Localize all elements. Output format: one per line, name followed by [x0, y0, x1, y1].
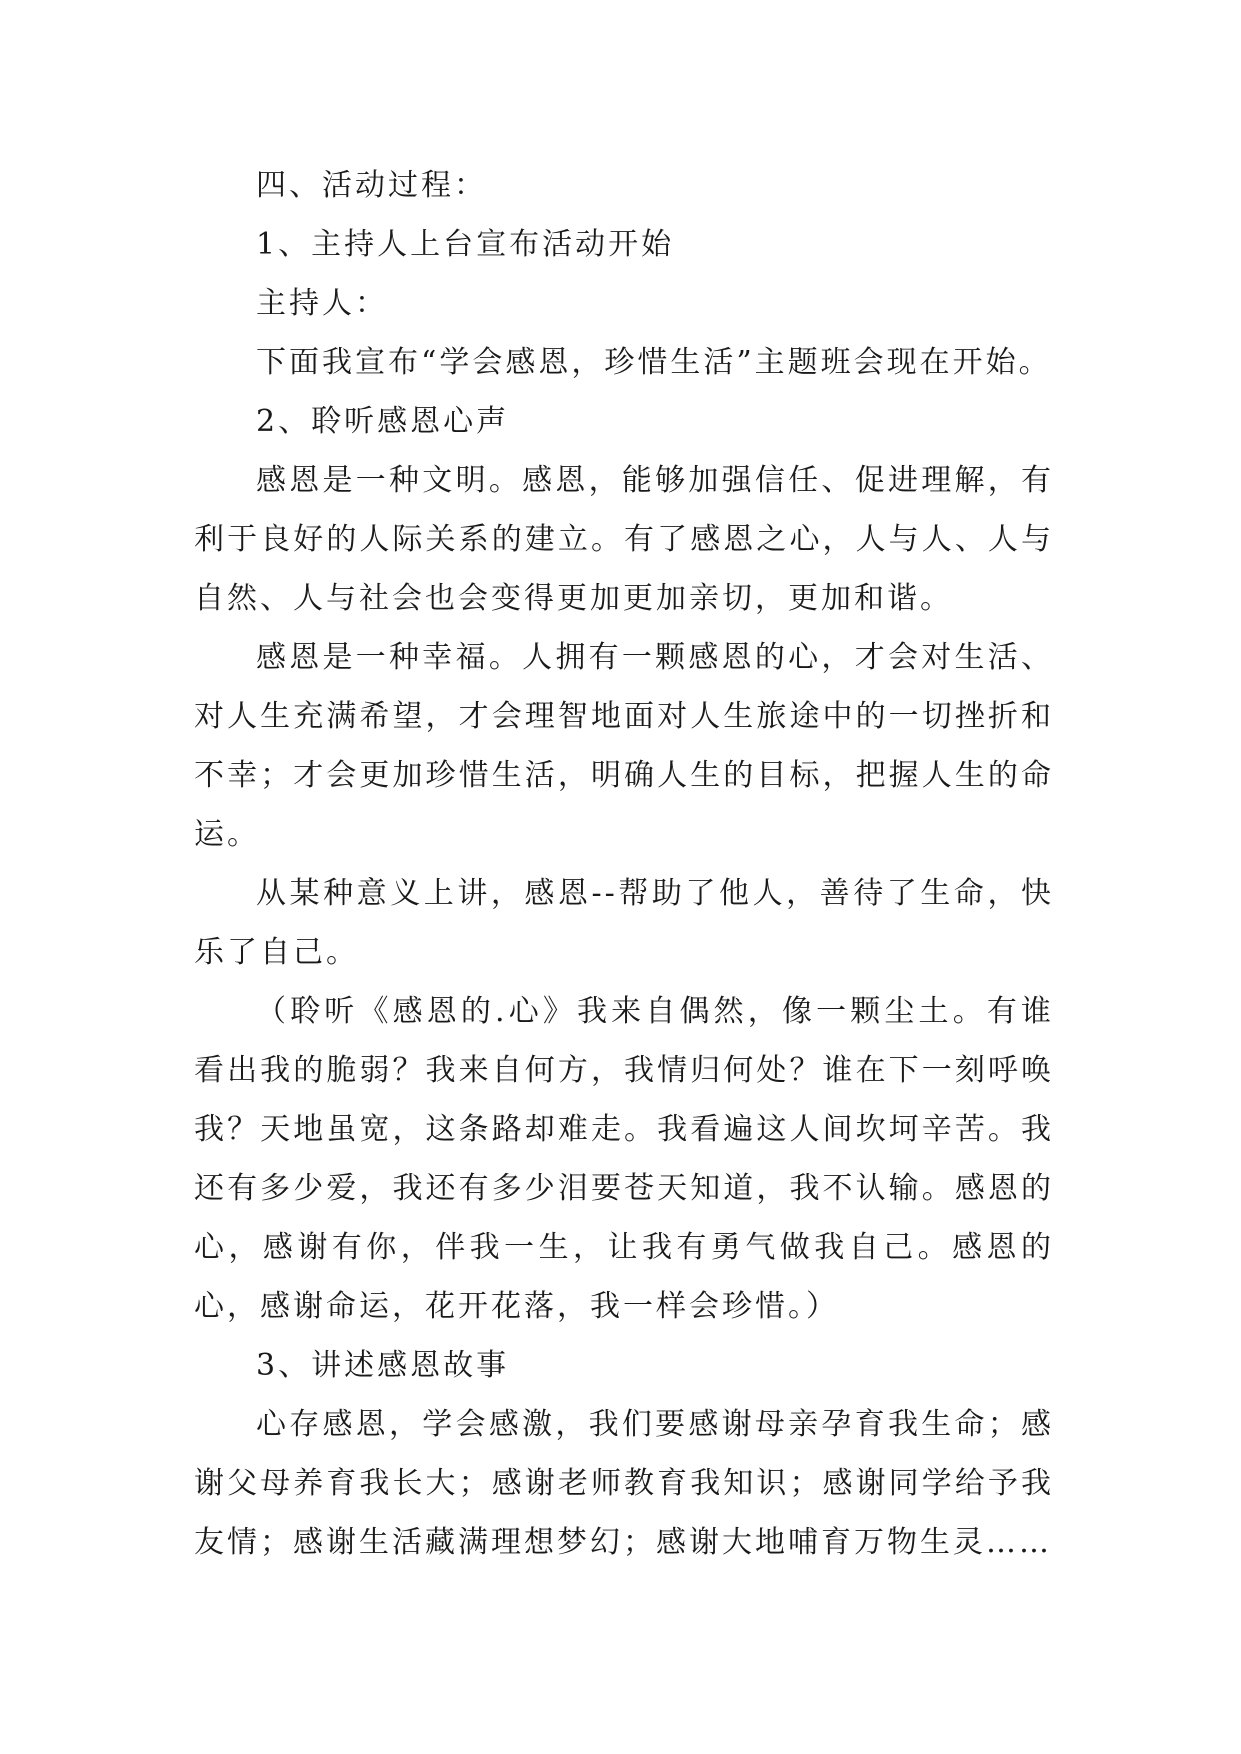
step-3-heading: 3、讲述感恩故事 [256, 1348, 510, 1383]
paragraph-song-lyrics: （聆听《感恩的.心》我来自偶然，像一颗尘土。有谁看出我的脆弱？我来自何方，我情归何处？谁在下一刻呼唤我？天地虽宽，这条路却难走。我看遍这人间坎坷辛苦。我还有多少爱，我还有多少泪要苍天知道，我不认输。感恩的心，感谢有你，伴我一生，让我有勇气做我自己。感恩的心，感谢命运，花开花落，我一样会珍惜。） [194, 994, 1054, 1324]
paragraph-gratitude-happiness: 感恩是一种幸福。人拥有一颗感恩的心，才会对生活、对人生充满希望，才会理智地面对人生旅途中的一切挫折和不幸；才会更加珍惜生活，明确人生的目标，把握人生的命运。 [194, 640, 1054, 852]
paragraph-gratitude-meaning: 从某种意义上讲，感恩--帮助了他人，善待了生命，快乐了自己。 [194, 876, 1054, 970]
host-label: 主持人： [256, 286, 388, 321]
section-heading-activity-process: 四、活动过程： [256, 168, 487, 203]
step-1-heading: 1、主持人上台宣布活动开始 [256, 227, 675, 262]
document-body [194, 156, 1054, 1572]
host-announcement: 下面我宣布“学会感恩，珍惜生活”主题班会现在开始。 [256, 345, 1052, 380]
paragraph-gratitude-thanks: 心存感恩，学会感激，我们要感谢母亲孕育我生命；感谢父母养育我长大；感谢老师教育我知识；感谢同学给予我友情；感谢生活藏满理想梦幻；感谢大地哺育万物生灵…… [194, 1407, 1054, 1560]
paragraph-gratitude-civilization: 感恩是一种文明。感恩，能够加强信任、促进理解，有利于良好的人际关系的建立。有了感恩之心，人与人、人与自然、人与社会也会变得更加更加亲切，更加和谐。 [194, 463, 1054, 616]
step-2-heading: 2、聆听感恩心声 [256, 404, 510, 439]
